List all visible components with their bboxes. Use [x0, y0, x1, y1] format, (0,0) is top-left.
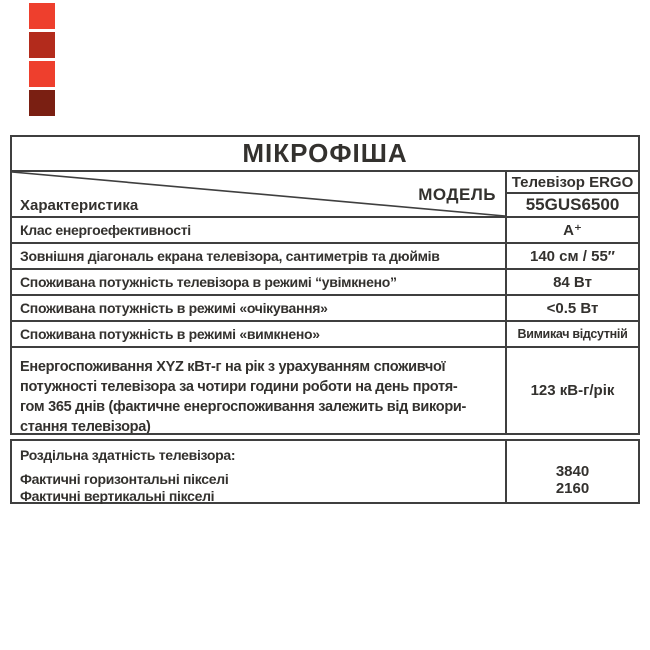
- resolution-horizontal-value: 3840: [555, 463, 590, 480]
- table-row: [12, 218, 638, 244]
- table-row: [12, 322, 638, 348]
- resolution-heading: Роздільна здатність телевізора:: [20, 447, 236, 463]
- header-model-cell: [505, 172, 638, 216]
- resolution-table: [10, 439, 640, 504]
- row-value-power-off: [505, 322, 638, 346]
- model-number: 55GUS6500: [525, 195, 620, 214]
- resolution-labels-cell: [12, 441, 505, 502]
- table-row: [12, 296, 638, 322]
- row-label-energy-class: Клас енергоефективності: [20, 222, 191, 238]
- brand-square-2: [29, 32, 55, 58]
- brand-square-1: [29, 3, 55, 29]
- characteristic-column-label: Характеристика: [20, 197, 139, 214]
- row-label-diagonal: Зовнішня діагональ екрана телевізора, сантиметрів та дюймів: [20, 248, 440, 264]
- energy-label-line-4: стання телевізора): [20, 419, 151, 433]
- model-name: Телевізор ERGO: [507, 172, 638, 194]
- row-value-power-standby: <0.5 Вт: [505, 296, 638, 320]
- row-value-power-on: 84 Вт: [505, 270, 638, 294]
- row-label-power-on: Споживана потужність телевізора в режимі “увімкнено”: [20, 274, 397, 290]
- energy-label-line-2: потужності телевізора за чотири години роботи на день протя-: [20, 379, 458, 395]
- microfiche-spec-sheet: [10, 135, 640, 504]
- header-diagonal-cell: [12, 172, 505, 216]
- resolution-horizontal-label: Фактичні горизонтальні пікселі: [20, 471, 229, 487]
- row-value-diagonal: 140 см / 55″: [505, 244, 638, 268]
- spec-table: [10, 135, 640, 435]
- energy-consumption-label: [12, 348, 505, 433]
- row-label-power-standby: Споживана потужність в режимі «очікування»: [20, 300, 328, 316]
- model-column-label: МОДЕЛЬ: [418, 185, 496, 204]
- energy-consumption-value: 123 кВ-г/рік: [505, 348, 638, 433]
- brand-square-3: [29, 61, 55, 87]
- brand-color-squares: [29, 3, 55, 119]
- energy-label-line-3: гом 365 днів (фактичне енергоспоживання залежить від викори-: [20, 399, 467, 415]
- row-value-energy-class: A⁺: [505, 218, 638, 242]
- table-row: [12, 270, 638, 296]
- row-value-power-off-text: Вимикач відсутній: [517, 327, 628, 341]
- resolution-values-cell: [505, 441, 638, 502]
- resolution-label-lines: [20, 471, 505, 504]
- resolution-vertical-label: Фактичні вертикальні пікселі: [20, 487, 215, 504]
- row-label-power-off: Споживана потужність в режимі «вимкнено»: [20, 326, 320, 342]
- table-row: [12, 244, 638, 270]
- table-title: МІКРОФІША: [12, 137, 638, 172]
- energy-label-line-1: Енергоспоживання XYZ кВт-г на рік з урахуванням споживчої: [20, 359, 446, 375]
- resolution-vertical-value: 2160: [555, 479, 590, 497]
- table-header-row: [12, 172, 638, 218]
- brand-square-4: [29, 90, 55, 116]
- table-row-energy-consumption: [12, 348, 638, 433]
